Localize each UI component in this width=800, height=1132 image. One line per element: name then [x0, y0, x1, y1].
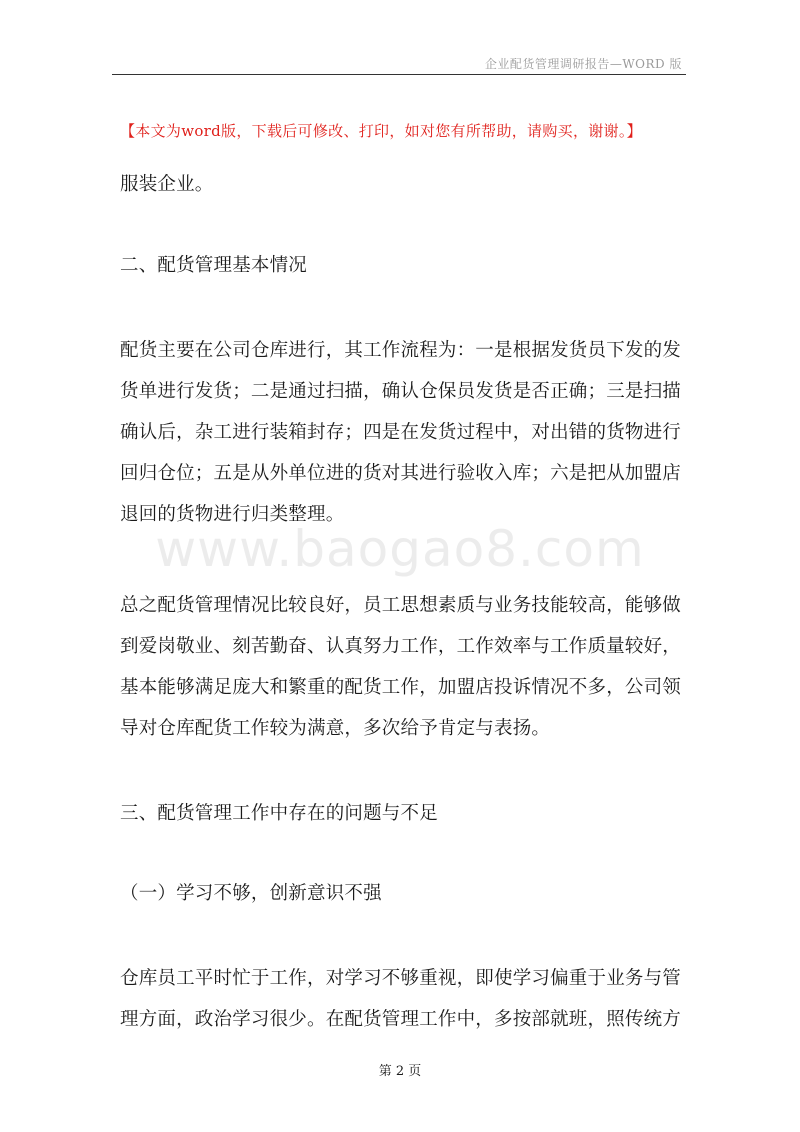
text-line: 理方面，政治学习很少。在配货管理工作中，多按部就班，照传统方	[120, 1009, 682, 1030]
paragraph-summary	[120, 585, 692, 749]
text-line: 二、配货管理基本情况	[120, 255, 308, 276]
subsection-heading-1	[120, 877, 692, 911]
text-line: （一）学习不够，创新意识不强	[120, 883, 382, 904]
text-line: 到爱岗敬业、刻苦勤奋、认真努力工作，工作效率与工作质量较好，	[120, 636, 682, 657]
text-line: 确认后，杂工进行装箱封存；四是在发货过程中，对出错的货物进行	[120, 422, 682, 443]
text-line: 三、配货管理工作中存在的问题与不足	[120, 803, 438, 824]
page-number: 第 2 页	[378, 1064, 422, 1079]
section-heading-2	[120, 249, 692, 283]
purchase-notice: 【本文为word版，下载后可修改、打印，如对您有所帮助，请购买，谢谢。】	[120, 122, 642, 140]
watermark: www.baogao8.com	[155, 520, 645, 578]
paragraph-1	[120, 168, 692, 202]
text-line: 退回的货物进行归类整理。	[120, 504, 345, 525]
text-line: 回归仓位；五是从外单位进的货对其进行验收入库；六是把从加盟店	[120, 463, 682, 484]
running-header: 企业配货管理调研报告—WORD 版	[484, 57, 682, 71]
text-line: 货单进行发货；二是通过扫描，确认仓保员发货是否正确；三是扫描	[120, 381, 682, 402]
text-line: 总之配货管理情况比较良好，员工思想素质与业务技能较高，能够做	[120, 595, 682, 616]
text-line: 配货主要在公司仓库进行，其工作流程为：一是根据发货员下发的发	[120, 340, 682, 361]
header-rule	[112, 74, 686, 75]
section-heading-3	[120, 797, 692, 831]
text-line: 导对仓库配货工作较为满意，多次给予肯定与表扬。	[120, 718, 551, 739]
text-line: 服装企业。	[120, 174, 214, 195]
text-line: 基本能够满足庞大和繁重的配货工作，加盟店投诉情况不多，公司领	[120, 677, 682, 698]
paragraph-learning	[120, 958, 692, 1040]
text-line: 仓库员工平时忙于工作，对学习不够重视，即使学习偏重于业务与管	[120, 968, 682, 989]
paragraph-workflow	[120, 330, 692, 535]
